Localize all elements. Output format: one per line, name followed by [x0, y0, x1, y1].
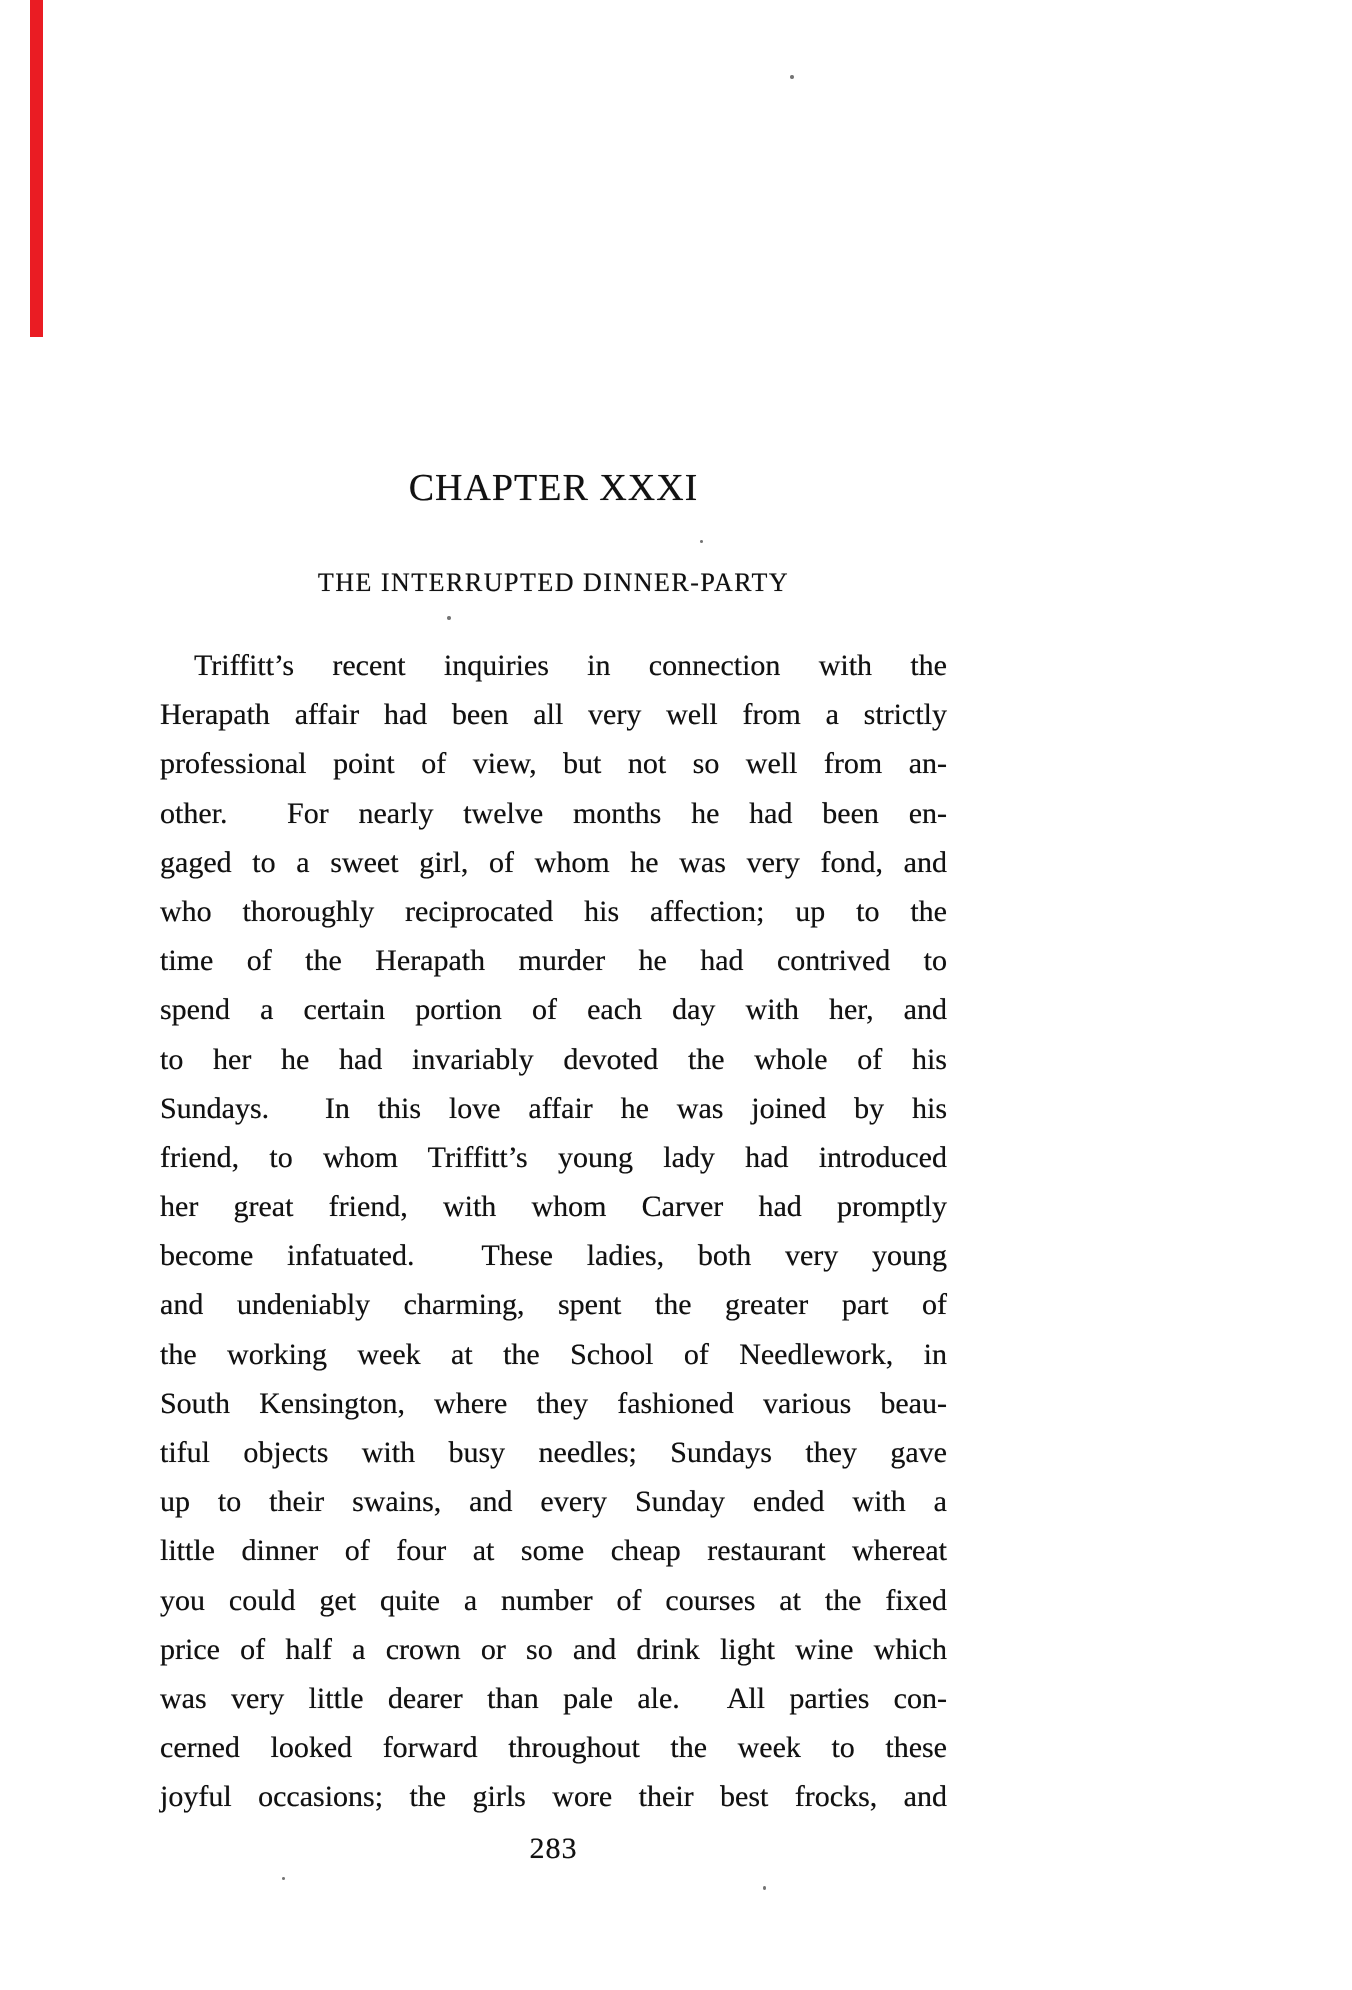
- paragraph-line: spend a certain portion of each day with her, and: [160, 993, 947, 1027]
- paragraph-line: cerned looked forward throughout the week to these: [160, 1731, 947, 1765]
- paragraph-line: time of the Herapath murder he had contrived to: [160, 944, 947, 978]
- paragraph: [160, 641, 947, 1822]
- chapter-heading: CHAPTER XXXI: [408, 467, 699, 509]
- paragraph-line: professional point of view, but not so well from an-: [160, 747, 947, 781]
- paragraph-line: little dinner of four at some cheap restaurant whereat: [160, 1534, 947, 1568]
- paragraph-line: the working week at the School of Needlework, in: [160, 1337, 947, 1371]
- paragraph-line: friend, to whom Triffitt’s young lady had introduced: [160, 1140, 947, 1174]
- scan-speck: [700, 540, 703, 543]
- page-number: 283: [529, 1832, 578, 1865]
- paragraph-line: Sundays. In this love affair he was joined by his: [160, 1091, 947, 1125]
- chapter-subtitle: THE INTERRUPTED DINNER-PARTY: [317, 568, 790, 597]
- paragraph-line: tiful objects with busy needles; Sundays they gave: [160, 1436, 947, 1469]
- paragraph-line: gaged to a sweet girl, of whom he was very fond, and: [160, 845, 947, 879]
- paragraph-line: Herapath affair had been all very well from a strictly: [160, 698, 947, 732]
- paragraph-line: other. For nearly twelve months he had been en-: [160, 796, 947, 830]
- paragraph-line: was very little dearer than pale ale. All parties con-: [160, 1681, 947, 1715]
- paragraph-line: price of half a crown or so and drink light wine which: [160, 1632, 947, 1666]
- paragraph-line: Triffitt’s recent inquiries in connection with the: [194, 649, 947, 682]
- paragraph-line: become infatuated. These ladies, both very young: [160, 1239, 947, 1273]
- paragraph-line: up to their swains, and every Sunday ended with a: [160, 1485, 947, 1519]
- paragraph-line: you could get quite a number of courses at the fixed: [160, 1583, 947, 1617]
- scan-speck: [763, 1886, 766, 1890]
- scan-speck: [282, 1877, 285, 1880]
- paragraph-line: and undeniably charming, spent the greater part of: [160, 1288, 947, 1322]
- paragraph-line: joyful occasions; the girls wore their best frocks, and: [160, 1780, 947, 1814]
- paragraph-line: her great friend, with whom Carver had promptly: [160, 1190, 947, 1224]
- paragraph-line: to her he had invariably devoted the whole of his: [160, 1042, 947, 1076]
- paragraph-line: who thoroughly reciprocated his affection; up to the: [160, 894, 947, 928]
- red-ribbon-mark: [30, 0, 43, 337]
- paragraph-line: South Kensington, where they fashioned various beau-: [160, 1386, 947, 1420]
- text-block: [160, 0, 947, 1990]
- scan-speck: [790, 75, 794, 79]
- scan-speck: [447, 616, 451, 620]
